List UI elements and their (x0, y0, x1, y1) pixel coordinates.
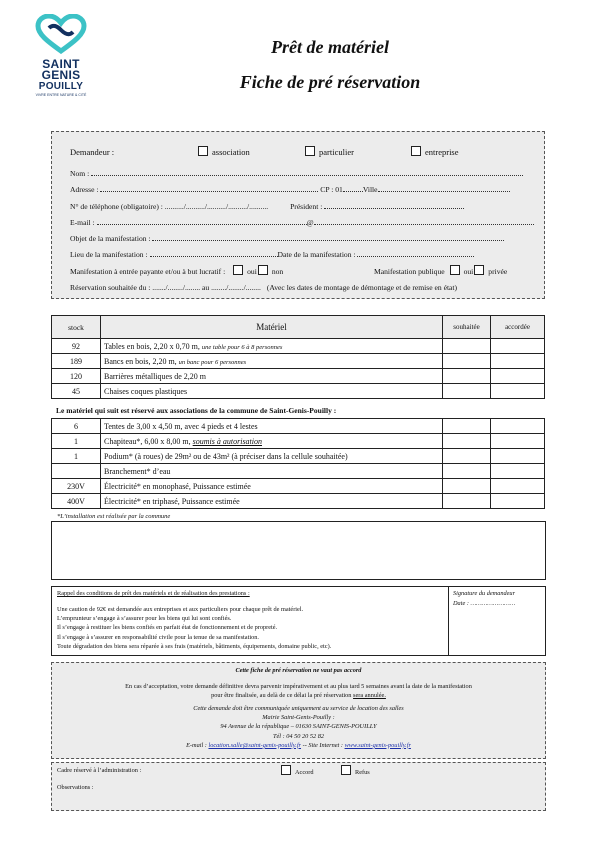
publique-question: Manifestation publique oui privée (374, 267, 508, 276)
lieu-field[interactable]: Lieu de la manifestation : Date de la manifestation : (70, 249, 540, 259)
table-row: 45 Chaises coques plastiques (52, 384, 545, 399)
table-row: 92 Tables en bois, 2,20 x 0,70 m, une table pour 6 à 8 personnes (52, 339, 545, 354)
col-stock: stock (52, 316, 101, 339)
email-link[interactable]: location.salle@saint-genis-pouilly.fr (208, 741, 302, 749)
info-title: Cette fiche de pré réservation ne vaut pas accord (235, 667, 362, 674)
conditions-list: Une caution de 92€ est demandée aux entreprises et aux particuliers pour chaque prêt de matériel. L’emprunteur s’engage à s’assurer pour les biens qui lui sont confiés. Il s’engage à restituer les biens confiés en parfait état de fonctionnement et de propreté. Il s’engage à s’assurer en responsabilité civile pour la tenue de sa manifestation. Toute dégradation des biens sera réparée à ses frais (matériels, bâtiments, équipements, domaine public, etc). (57, 606, 332, 650)
logo-line-3: POUILLY (38, 81, 84, 92)
nom-field[interactable]: Nom : (70, 168, 528, 178)
table-row: Branchement* d’eau (52, 464, 545, 479)
non-checkbox[interactable] (258, 265, 268, 275)
accordee-cell (491, 384, 545, 399)
souhaitee-cell[interactable] (443, 369, 491, 384)
refus-option[interactable]: Refus (341, 765, 370, 777)
souhaitee-cell[interactable] (443, 354, 491, 369)
association-table (51, 418, 545, 509)
logo-line-1: SAINT (42, 57, 80, 71)
accordee-cell (491, 464, 545, 479)
observations-label: Observations : (57, 784, 94, 791)
souhaitee-cell[interactable] (443, 494, 491, 509)
accordee-cell (491, 339, 545, 354)
accordee-cell (491, 479, 545, 494)
logo (33, 14, 89, 97)
table-row: 1 Chapiteau*, 6,00 x 8,00 m, soumis à autorisation (52, 434, 545, 449)
request-form (51, 131, 545, 299)
info-contact: Cette demande doit être communiquée uniquement au service de location des salles Mairie Saint-Genis-Pouilly : 94 Avenue de la république – 01630 SAINT-GENIS-POUILLY Tél : 04 50 20 52 82 E-mail : location.salle@saint-genis-pouilly.fr -- Site Internet : www.saint-genis-pouilly.fr (186, 705, 411, 749)
souhaitee-cell[interactable] (443, 434, 491, 449)
oui-checkbox[interactable] (233, 265, 243, 275)
admin-box (51, 762, 546, 811)
option-association[interactable]: association (198, 146, 250, 157)
checkbox[interactable] (305, 146, 315, 156)
signature-date[interactable]: Date : …………………… (453, 600, 516, 607)
checkbox[interactable] (411, 146, 421, 156)
accord-option[interactable]: Accord (281, 765, 314, 777)
reservation-field[interactable]: Réservation souhaitée du : ......./......../........ au ......../......../........ (Avec les dates de montage de démontage et de remise en état) (70, 283, 458, 292)
souhaitee-cell[interactable] (443, 464, 491, 479)
souhaitee-cell[interactable] (443, 479, 491, 494)
option-entreprise[interactable]: entreprise (411, 146, 459, 157)
accordee-cell (491, 434, 545, 449)
info-box (51, 662, 546, 759)
admin-label: Cadre réservé à l’administration : (57, 767, 142, 774)
email-field[interactable]: E-mail : @ (70, 217, 540, 227)
comments-box[interactable] (51, 521, 546, 580)
souhaitee-cell[interactable] (443, 339, 491, 354)
objet-field[interactable]: Objet de la manifestation : (70, 233, 540, 243)
accordee-cell (491, 419, 545, 434)
logo-tagline: VIVRE ENTRE NATURE & CITÉ (35, 93, 87, 97)
website-link[interactable]: www.saint-genis-pouilly.fr (344, 741, 411, 749)
souhaitee-cell[interactable] (443, 384, 491, 399)
col-accordee: accordée (491, 316, 545, 339)
col-souhaitee: souhaitée (443, 316, 491, 339)
col-materiel: Matériel (101, 316, 443, 339)
publique-checkbox[interactable] (450, 265, 460, 275)
entree-payante-question: Manifestation à entrée payante et/ou à but lucratif : oui non (70, 267, 284, 276)
souhaitee-cell[interactable] (443, 449, 491, 464)
accordee-cell (491, 494, 545, 509)
conditions-box (51, 586, 546, 656)
table-row: 400V Électricité* en triphasé, Puissance estimée (52, 494, 545, 509)
logo-line-2: GENIS (41, 68, 81, 82)
heart-logo-icon (33, 14, 89, 54)
page-title: Prêt de matériel (271, 37, 389, 57)
demandeur-label: Demandeur : (70, 147, 115, 157)
telephone-field[interactable]: N° de téléphone (obligatoire) : ........../........../........../........../.......... Président : (70, 201, 540, 211)
table-row: 120 Barrières métalliques de 2,20 m (52, 369, 545, 384)
privee-checkbox[interactable] (474, 265, 484, 275)
table-row: 230V Électricité* en monophasé, Puissance estimée (52, 479, 545, 494)
table-row: 189 Bancs en bois, 2,20 m, un banc pour 6 personnes (52, 354, 545, 369)
table-row: 1 Podium* (à roues) de 29m² ou de 43m² (à préciser dans la cellule souhaitée) (52, 449, 545, 464)
page-subtitle: Fiche de pré réservation (239, 72, 421, 92)
table-row: 6 Tentes de 3,00 x 4,50 m, avec 4 pieds et 4 lestes (52, 419, 545, 434)
checkbox[interactable] (281, 765, 291, 775)
adresse-field[interactable]: Adresse : CP : 01 Ville (70, 184, 540, 194)
materiel-table (51, 315, 545, 399)
assoc-heading: Le matériel qui suit est réservé aux associations de la commune de Saint-Genis-Pouilly : (56, 406, 337, 415)
accordee-cell (491, 449, 545, 464)
accordee-cell (491, 369, 545, 384)
footnote: *L’installation est réalisée par la commune (57, 513, 171, 520)
souhaitee-cell[interactable] (443, 419, 491, 434)
signature-label: Signature du demandeur (453, 590, 516, 597)
info-paragraph: En cas d’acceptation, votre demande définitive devra parvenir impérativement et au plus tard 5 semaines avant la date de la manifestation pour être finalisée, au delà de ce délai la pré réservation sera annulée. (125, 683, 472, 700)
checkbox[interactable] (198, 146, 208, 156)
conditions-title: Rappel des conditions de prêt des matériels et de réalisation des prestations : (57, 590, 250, 597)
option-particulier[interactable]: particulier (305, 146, 354, 157)
checkbox[interactable] (341, 765, 351, 775)
accordee-cell (491, 354, 545, 369)
